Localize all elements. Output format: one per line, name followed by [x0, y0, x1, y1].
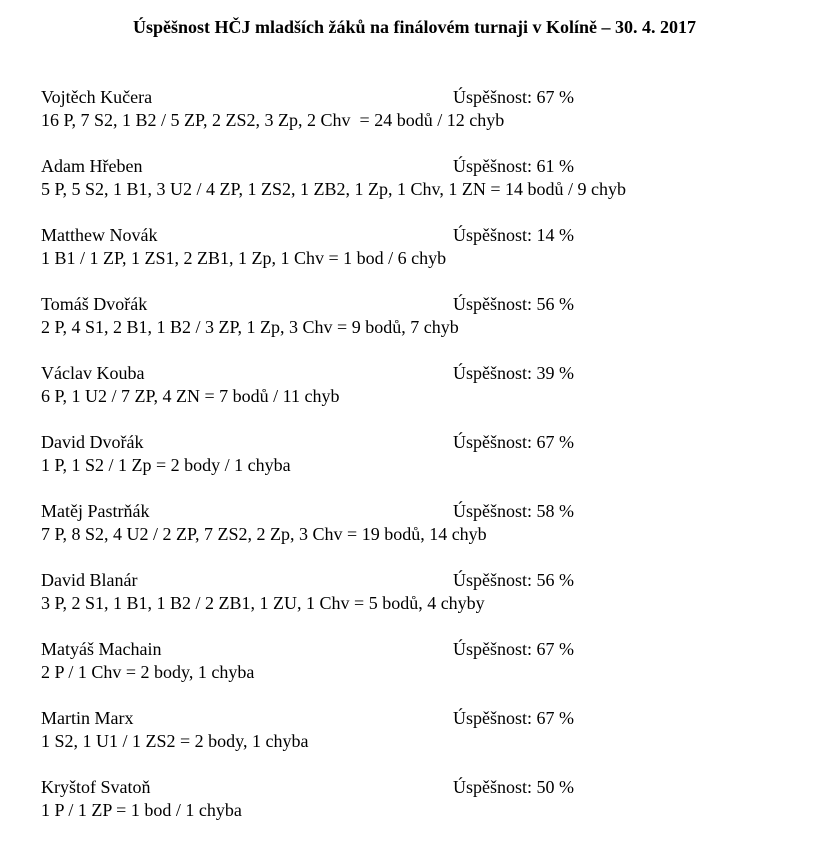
player-stats: 3 P, 2 S1, 1 B1, 1 B2 / 2 ZB1, 1 ZU, 1 Chv = 5 bodů, 4 chyby — [41, 593, 485, 613]
player-success-rate: Úspěšnost: 67 % — [453, 432, 574, 452]
player-header — [41, 224, 821, 247]
player-entry — [41, 362, 821, 431]
player-name: David Blanár — [41, 570, 138, 590]
player-success-rate: Úspěšnost: 14 % — [453, 225, 574, 245]
player-header — [41, 362, 821, 385]
player-header — [41, 776, 821, 799]
player-stats: 16 P, 7 S2, 1 B2 / 5 ZP, 2 ZS2, 3 Zp, 2 Chv = 24 bodů / 12 chyb — [41, 110, 505, 130]
player-name: Kryštof Svatoň — [41, 777, 151, 797]
player-name: David Dvořák — [41, 432, 144, 452]
player-entry — [41, 569, 821, 638]
player-stats: 1 S2, 1 U1 / 1 ZS2 = 2 body, 1 chyba — [41, 731, 309, 751]
player-name: Adam Hřeben — [41, 156, 143, 176]
player-header — [41, 155, 821, 178]
player-header — [41, 500, 821, 523]
player-success-rate: Úspěšnost: 56 % — [453, 294, 574, 314]
player-success-rate: Úspěšnost: 39 % — [453, 363, 574, 383]
player-success-rate: Úspěšnost: 67 % — [453, 87, 574, 107]
document-title: Úspěšnost HČJ mladších žáků na finálovém turnaji v Kolíně – 30. 4. 2017 — [132, 17, 697, 37]
player-name: Matyáš Machain — [41, 639, 162, 659]
player-entry — [41, 293, 821, 362]
player-name: Martin Marx — [41, 708, 134, 728]
player-header — [41, 638, 821, 661]
player-name: Matthew Novák — [41, 225, 158, 245]
player-stats: 1 B1 / 1 ZP, 1 ZS1, 2 ZB1, 1 Zp, 1 Chv = 1 bod / 6 chyb — [41, 248, 447, 268]
player-stats: 7 P, 8 S2, 4 U2 / 2 ZP, 7 ZS2, 2 Zp, 3 Chv = 19 bodů, 14 chyb — [41, 524, 487, 544]
player-entry — [41, 638, 821, 707]
player-stats: 2 P / 1 Chv = 2 body, 1 chyba — [41, 662, 255, 682]
player-success-rate: Úspěšnost: 50 % — [453, 777, 574, 797]
player-entry — [41, 86, 821, 155]
player-entry — [41, 224, 821, 293]
player-header — [41, 86, 821, 109]
player-name: Matěj Pastrňák — [41, 501, 150, 521]
player-stats: 2 P, 4 S1, 2 B1, 1 B2 / 3 ZP, 1 Zp, 3 Chv = 9 bodů, 7 chyb — [41, 317, 459, 337]
player-stats: 1 P, 1 S2 / 1 Zp = 2 body / 1 chyba — [41, 455, 291, 475]
player-entry — [41, 431, 821, 500]
player-entry — [41, 707, 821, 776]
player-success-rate: Úspěšnost: 61 % — [453, 156, 574, 176]
player-success-rate: Úspěšnost: 67 % — [453, 639, 574, 659]
player-entry — [41, 500, 821, 569]
player-name: Václav Kouba — [41, 363, 145, 383]
player-name: Vojtěch Kučera — [41, 87, 153, 107]
player-entry — [41, 155, 821, 224]
player-stats: 5 P, 5 S2, 1 B1, 3 U2 / 4 ZP, 1 ZS2, 1 ZB2, 1 Zp, 1 Chv, 1 ZN = 14 bodů / 9 chyb — [41, 179, 627, 199]
player-stats: 6 P, 1 U2 / 7 ZP, 4 ZN = 7 bodů / 11 chyb — [41, 386, 340, 406]
player-stats: 1 P / 1 ZP = 1 bod / 1 chyba — [41, 800, 242, 820]
player-success-rate: Úspěšnost: 56 % — [453, 570, 574, 590]
player-header — [41, 707, 821, 730]
player-success-rate: Úspěšnost: 67 % — [453, 708, 574, 728]
player-header — [41, 431, 821, 454]
player-header — [41, 293, 821, 316]
player-header — [41, 569, 821, 592]
player-name: Tomáš Dvořák — [41, 294, 148, 314]
player-list — [41, 86, 821, 845]
player-success-rate: Úspěšnost: 58 % — [453, 501, 574, 521]
